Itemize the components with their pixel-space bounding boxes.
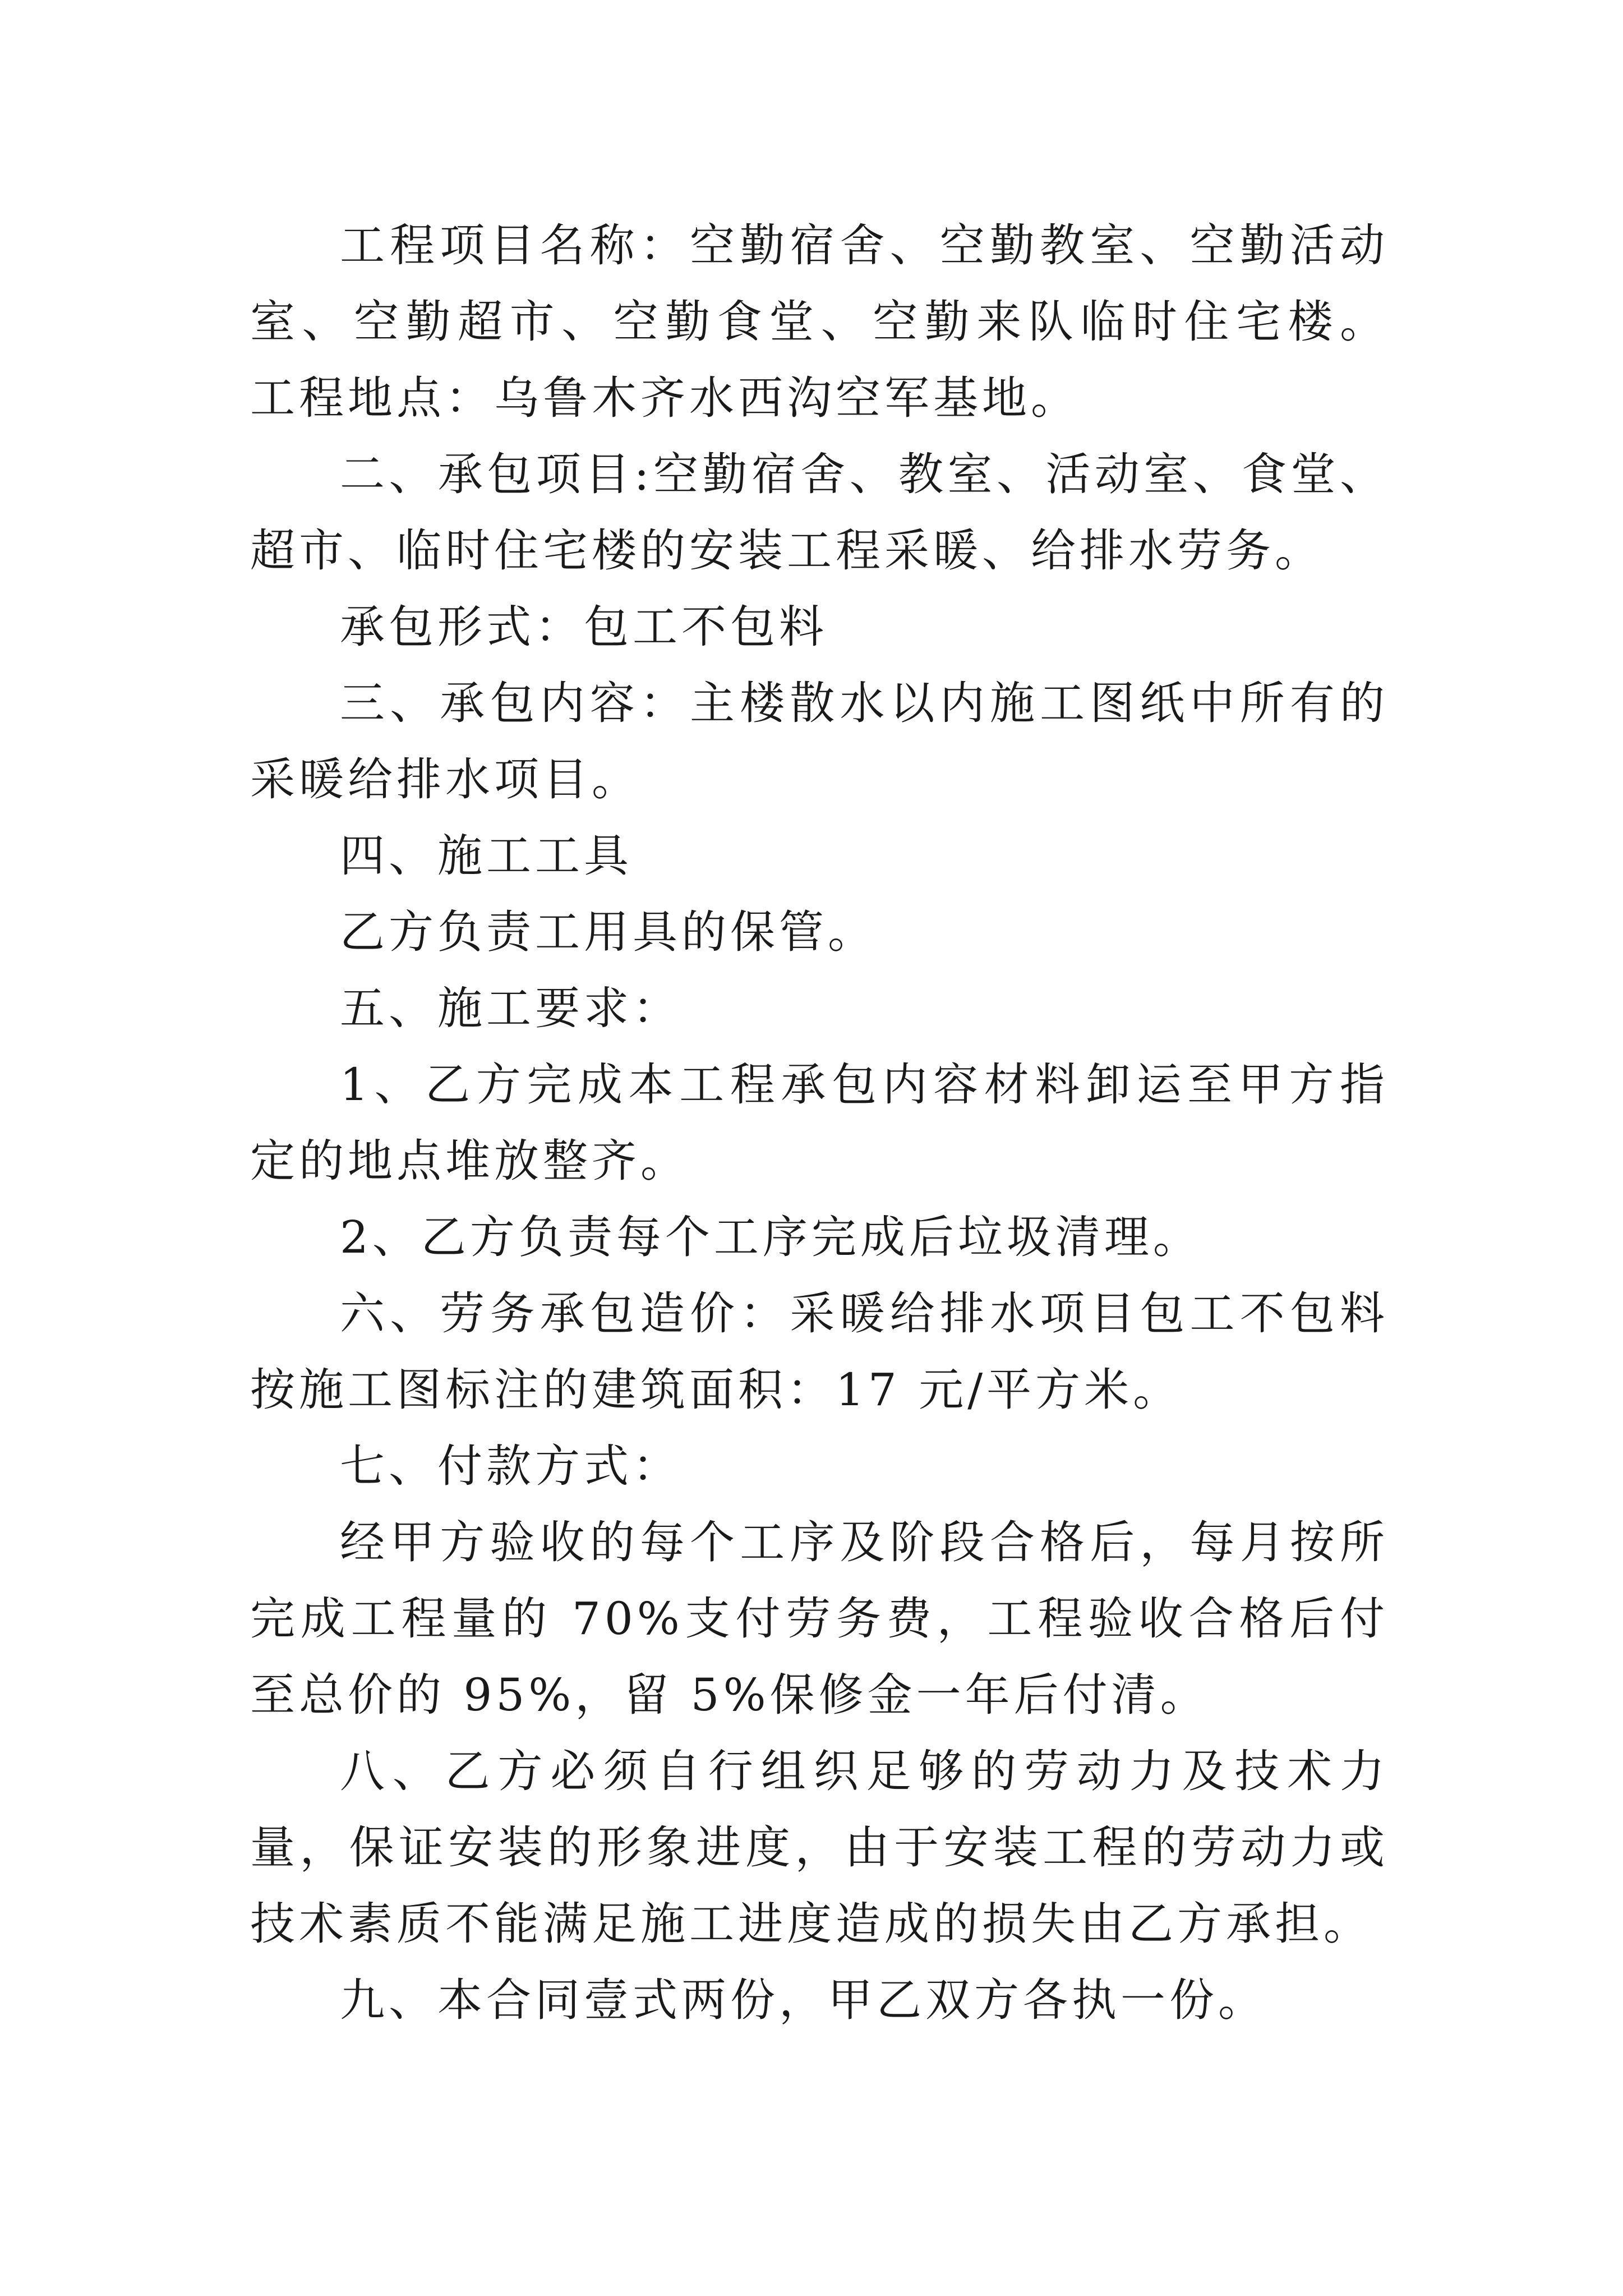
paragraph-contract-content: 三、承包内容：主楼散水以内施工图纸中所有的采暖给排水项目。 — [250, 677, 1389, 806]
paragraph-requirement-1: 1、乙方完成本工程承包内容材料卸运至甲方指定的地点堆放整齐。 — [250, 1059, 1389, 1187]
paragraph-project-name: 工程项目名称：空勤宿舍、空勤教室、空勤活动室、空勤超市、空勤食堂、空勤来队临时住宅楼。 工程地点：乌鲁木齐水西沟空军基地。 — [250, 219, 1389, 424]
paragraph-contract-form: 承包形式：包工不包料 — [340, 601, 828, 653]
paragraph-contract-items: 二、承包项目:空勤宿舍、教室、活动室、食堂、超市、临时住宅楼的安装工程采暖、给排水劳务。 — [250, 448, 1389, 577]
paragraph-payment-heading: 七、付款方式： — [340, 1440, 681, 1492]
paragraph-requirements-heading: 五、施工要求： — [340, 982, 681, 1034]
document-body — [250, 208, 1389, 2039]
paragraph-labor-clause: 八、乙方必须自行组织足够的劳动力及技术力量，保证安装的形象进度，由于安装工程的劳动力或技术素质不能满足施工进度造成的损失由乙方承担。 — [250, 1745, 1389, 1950]
paragraph-price: 六、劳务承包造价：采暖给排水项目包工不包料按施工图标注的建筑面积：17 元/平方米。 — [250, 1287, 1389, 1416]
paragraph-payment-detail: 经甲方验收的每个工序及阶段合格后，每月按所完成工程量的 70%支付劳务费，工程验收合格后付至总价的 95%，留 5%保修金一年后付清。 — [250, 1516, 1389, 1721]
paragraph-requirement-2: 2、乙方负责每个工序完成后垃圾清理。 — [340, 1211, 1202, 1263]
paragraph-tools-detail: 乙方负责工用具的保管。 — [340, 906, 877, 958]
paragraph-copies-clause: 九、本合同壹式两份，甲乙双方各执一份。 — [340, 1974, 1267, 2026]
paragraph-tools-heading: 四、施工工具 — [340, 830, 633, 882]
